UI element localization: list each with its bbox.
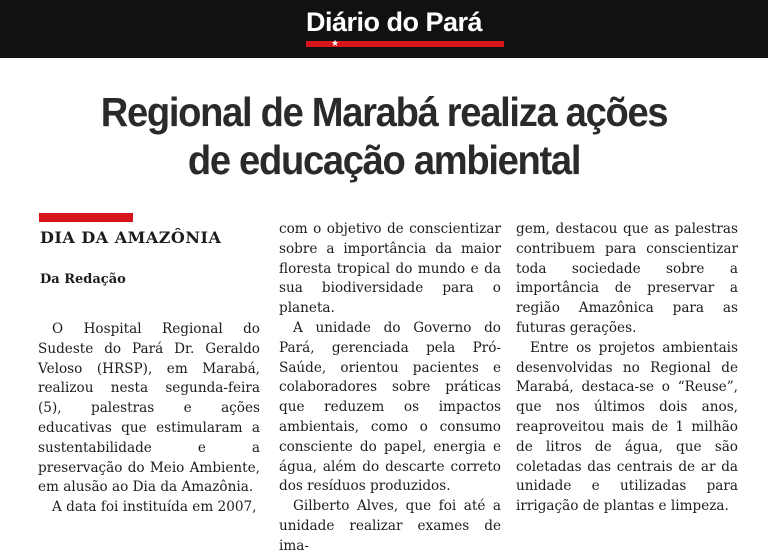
paragraph: O Hospital Regional do Sudeste do Pará Dr. Geraldo Veloso (HRSP), em Marabá, realizou nesta segunda-feira (5), palestras e ações educativas que estimularam a sustentabilidade e a preservação do Meio Ambiente, em alusão ao Dia da Amazônia. [38,321,260,496]
newspaper-logo: Diário do Pará [306,7,483,37]
headline-line-2: de educação ambiental [187,137,581,183]
section-rule [39,213,133,222]
headline-line-1: Regional de Marabá realiza ações [100,89,668,135]
section-label: DIA DA AMAZÔNIA [40,228,222,247]
paragraph: Gilberto Alves, que foi até a unidade realizar exames de ima- [279,498,501,554]
paragraph: com o objetivo de conscientizar sobre a importância da maior floresta tropical do mundo e da sua biodiversidade para o planeta. [279,221,501,317]
paragraph: A unidade do Governo do Pará, gerenciada pela Pró-Saúde, orientou pacientes e colaboradores sobre práticas que reduzem os impactos ambientais, como o consumo consciente do papel, energia e água, além do descarte correto dos resíduos produzidos. [279,319,501,495]
paragraph: gem, destacou que as palestras contribuem para conscientizar toda sociedade sobre a importância de preservar a região Amazônica para as futuras gerações. [516,221,738,336]
article-column-1 [38,320,260,518]
star-icon: ★ [331,39,340,49]
paragraph: Entre os projetos ambientais desenvolvidas no Regional de Marabá, destaca-se o “Reuse”, que nos últimos dois anos, reaproveitou mais de 1 milhão de litros de água, que são coletadas das centrais de ar da unidade e utilizadas para irrigação de plantas e limpeza. [516,339,738,515]
byline: Da Redação [40,272,126,287]
article-column-3 [516,220,738,517]
masthead [0,0,768,58]
headline [64,88,704,184]
paragraph: A data foi instituída em 2007, [52,499,257,516]
article-column-2 [279,220,501,557]
